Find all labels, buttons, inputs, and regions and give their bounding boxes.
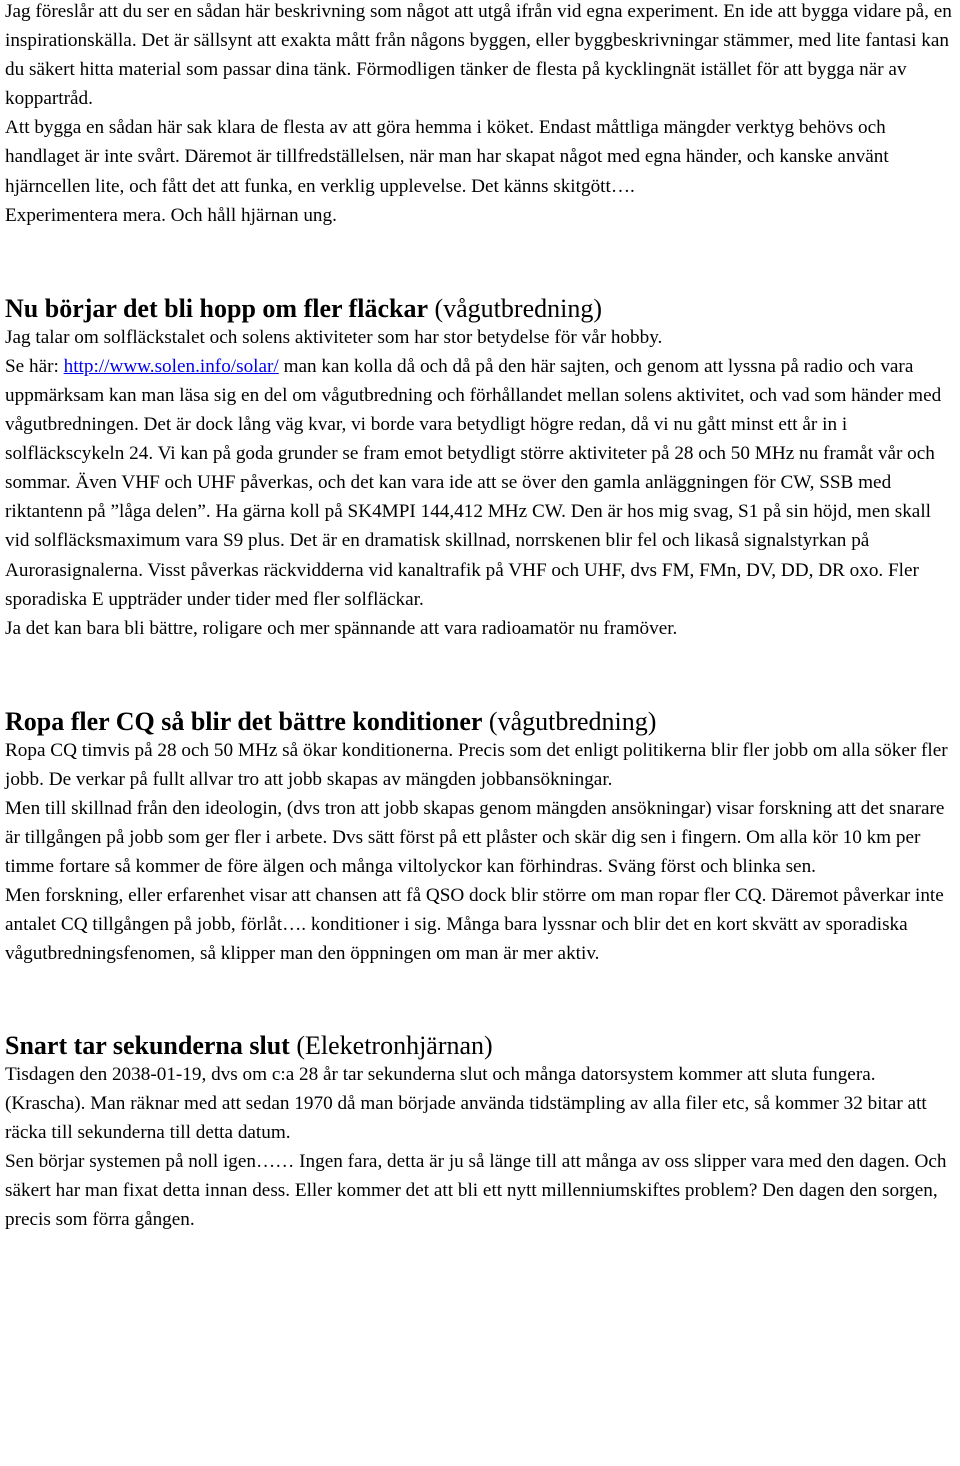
section-cq <box>5 705 960 969</box>
section-body-seconds <box>5 1060 960 1235</box>
section-heading-cq <box>5 705 960 739</box>
sunspots-paragraph-1: Jag talar om solfläckstalet och solens aktiviteter som har stor betydelse för vår hobby. <box>5 326 663 348</box>
heading-category: (vågutbredning) <box>482 706 657 736</box>
intro-block <box>5 0 960 230</box>
cq-paragraph-1: Ropa CQ timvis på 28 och 50 MHz så ökar konditionerna. Precis som det enligt politikerna blir fler jobb om alla söker fler jobb. De verkar på fullt allvar tro att jobb skapas av mängden jobbansökningar. <box>5 739 948 790</box>
heading-title: Nu börjar det bli hopp om fler fläckar <box>5 293 428 323</box>
section-body-sunspots <box>5 323 960 643</box>
heading-category: (Eleketronhjärnan) <box>289 1030 493 1060</box>
heading-title: Snart tar sekunderna slut <box>5 1030 290 1060</box>
sunspots-link-prefix: Se här: <box>5 355 64 377</box>
section-body-cq <box>5 736 960 969</box>
seconds-paragraph-1: Tisdagen den 2038-01-19, dvs om c:a 28 år tar sekunderna slut och många datorsystem kommer att sluta fungera. (Krascha). Man räknar med att sedan 1970 då man började använda tidstämpling av alla filer etc, så kommer 32 bitar att räcka till sekunderna till detta datum. <box>5 1063 927 1143</box>
sunspots-paragraph-3: Ja det kan bara bli bättre, roligare och mer spännande att vara radioamatör nu framöver. <box>5 617 678 639</box>
section-sunspots <box>5 292 960 643</box>
section-heading-seconds <box>5 1029 960 1063</box>
seconds-paragraph-2: Sen börjar systemen på noll igen…… Ingen fara, detta är ju så länge till att många av oss slipper vara med den dagen. Och säkert har man fixat detta innan dess. Eller kommer det att bli ett nytt millenniumskiftes problem? Den dagen den sorgen, precis som förra gången. <box>5 1150 947 1230</box>
section-heading-sunspots <box>5 292 960 326</box>
intro-paragraph-3: Experimentera mera. Och håll hjärnan ung. <box>5 204 337 226</box>
heading-category: (vågutbredning) <box>427 293 602 323</box>
cq-paragraph-3: Men forskning, eller erfarenhet visar att chansen att få QSO dock blir större om man ropar fler CQ. Däremot påverkar inte antalet CQ tillgången på jobb, förlåt…. konditioner i sig. Många bara lyssnar och blir det en kort skvätt av sporadiska vågutbredningsfenomen, så klipper man den öppningen om man är mer aktiv. <box>5 885 944 965</box>
sunspots-paragraph-2-text: man kan kolla då och då på den här sajten, och genom att lyssna på radio och vara uppmärksam kan man läsa sig en del om vågutbredning och förhållandet mellan solens aktivitet, och vad som händer med vågutbredningen. Det är dock lång väg kvar, vi borde vara betydligt högre redan, då vi nu gått minst ett år in i solfläckscykeln 24. Vi kan på goda grunder se fram emot betydligt större aktiviteter på 28 och 50 MHz nu framåt vår och sommar. Även VHF och UHF påverkas, och det kan vara ide att se över den gamla anläggningen för CW, SSB med riktantenn på ”låga delen”. Ha gärna koll på SK4MPI 144,412 MHz CW. Den är hos mig svag, S1 på sin höjd, men skall vid solfläcksmaximum vara S9 plus. Det är en dramatisk skillnad, norrskenen blir fel och likaså signalstyrkan på Aurorasignalerna. Visst påverkas räckvidderna vid kanaltrafik på VHF och UHF, dvs FM, FMn, DV, DD, DR oxo. Fler sporadiska E uppträder under tider med fler solfläckar. <box>5 355 942 610</box>
intro-paragraph-1: Jag föreslår att du ser en sådan här beskrivning som något att utgå ifrån vid egna experiment. En ide att bygga vidare på, en inspirationskälla. Det är sällsynt att exakta mått från någons byggen, eller byggbeskrivningar stämmer, med lite fantasi kan du säkert hitta material som passar dina tänk. Förmodligen tänker de flesta på kycklingnät istället för att bygga när av koppartråd. <box>5 1 952 110</box>
section-seconds <box>5 1029 960 1235</box>
cq-paragraph-2: Men till skillnad från den ideologin, (dvs tron att jobb skapas genom mängden ansökningar) visar forskning att det snarare är tillgången på jobb som ger fler i arbete. Dvs sätt först på ett plåster och skär dig sen i fingern. Om alla kör 10 km per timme fortare så kommer de före älgen och många viltolyckor kan förhindras. Sväng först och blinka sen. <box>5 797 945 878</box>
heading-title: Ropa fler CQ så blir det bättre konditioner <box>5 706 483 736</box>
sunspots-paragraph-2 <box>5 352 960 614</box>
solen-info-link[interactable]: http://www.solen.info/solar/ <box>63 355 279 377</box>
intro-paragraph-2: Att bygga en sådan här sak klara de flesta av att göra hemma i köket. Endast måttliga mängder verktyg behövs och handlaget är inte svårt. Däremot är tillfredställelsen, när man har skapat något med egna händer, och kanske använt hjärncellen lite, och fått det att funka, en verklig upplevelse. Det känns skitgött…. <box>5 117 889 197</box>
